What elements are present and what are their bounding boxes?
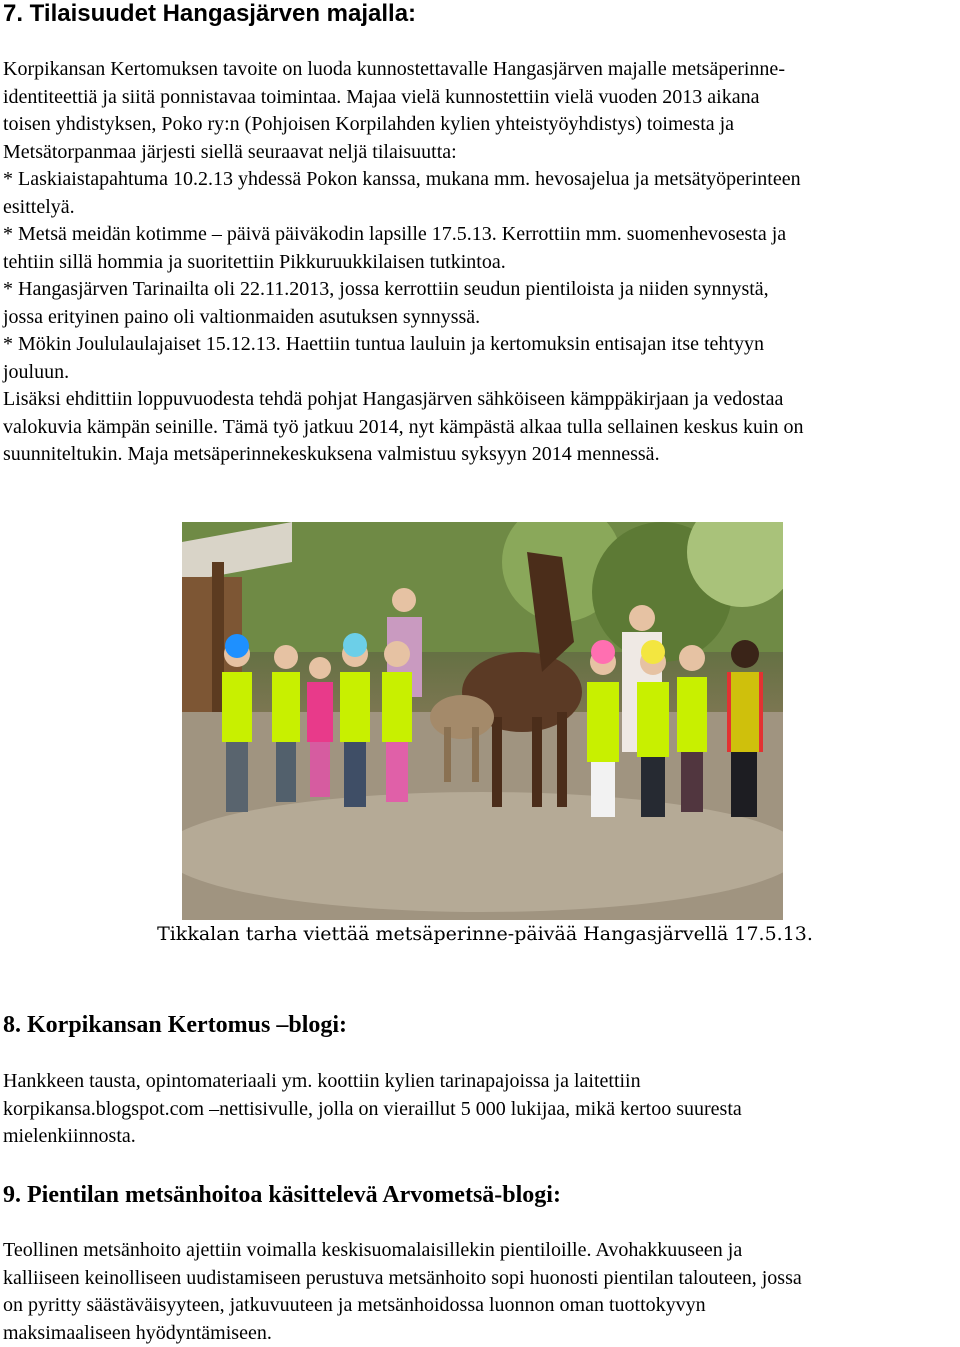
text-line: tehtiin sillä hommia ja suoritettiin Pikkuruukkilaisen tutkintoa. [3, 249, 957, 277]
text-line: korpikansa.blogspot.com –nettisivulle, jolla on vieraillut 5 000 lukijaa, mikä kertoo suuresta [3, 1096, 957, 1124]
text-line: suunniteltukin. Maja metsäperinnekeskuksena valmistuu syksyyn 2014 mennessä. [3, 441, 957, 469]
text-line: * Metsä meidän kotimme – päivä päiväkodin lapsille 17.5.13. Kerrottiin mm. suomenhevosesta ja [3, 221, 957, 249]
section-9-heading: 9. Pientilan metsänhoitoa käsittelevä Arvometsä-blogi: [3, 1180, 561, 1210]
text-line: jossa erityinen paino oli valtionmaiden asutuksen synnyssä. [3, 304, 957, 332]
text-line: * Hangasjärven Tarinailta oli 22.11.2013, jossa kerrottiin seudun pientiloista ja niiden synnystä, [3, 276, 957, 304]
photo-illustration [182, 522, 783, 920]
photo-pony [472, 727, 479, 782]
text-line: Metsätorpanmaa järjesti siellä seuraavat neljä tilaisuutta: [3, 139, 957, 167]
text-line: Hankkeen tausta, opintomateriaali ym. koottiin kylien tarinapajoissa ja laitettiin [3, 1068, 957, 1096]
photo-horse [532, 717, 542, 807]
photo-horse [492, 717, 502, 807]
photo-pony [444, 727, 451, 782]
text-line: Lisäksi ehdittiin loppuvuodesta tehdä pohjat Hangasjärven sähköiseen kämppäkirjaan ja vedostaa [3, 386, 957, 414]
photo-caption: Tikkalan tarha viettää metsäperinne-päivää Hangasjärvellä 17.5.13. [3, 921, 957, 947]
section-8-heading: 8. Korpikansan Kertomus –blogi: [3, 1010, 347, 1040]
text-line: * Mökin Joululaulajaiset 15.12.13. Haettiin tuntua lauluin ja kertomuksin entisajan itse tehtyyn [3, 331, 957, 359]
photo-horse [557, 712, 567, 807]
section-7-heading: 7. Tilaisuudet Hangasjärven majalla: [3, 0, 416, 28]
text-line: valokuvia kämpän seinille. Tämä työ jatkuu 2014, nyt kämpästä alkaa tulla sellainen keskus kuin on [3, 414, 957, 442]
text-line: maksimaaliseen hyödyntämiseen. [3, 1320, 957, 1347]
text-line: kalliiseen keinolliseen uudistamiseen perustuva metsänhoito sopi huonosti pientilan talouteen, jossa [3, 1265, 957, 1293]
text-line: on pyritty säästäväisyyteen, jatkuvuuteen ja metsänhoidossa luonnon oman tuottokyvyn [3, 1292, 957, 1320]
text-line: Korpikansan Kertomuksen tavoite on luoda kunnostettavalle Hangasjärven majalle metsäperinne- [3, 56, 957, 84]
section-8-body [3, 1068, 957, 1151]
text-line: Teollinen metsänhoito ajettiin voimalla keskisuomalaisillekin pientiloille. Avohakkuuseen ja [3, 1237, 957, 1265]
photo-pony [430, 695, 494, 739]
text-line: identiteettiä ja siitä ponnistavaa toimintaa. Majaa vielä kunnostettiin vielä vuoden 2013 aikana [3, 84, 957, 112]
event-photo [182, 522, 783, 920]
text-line: * Laskiaistapahtuma 10.2.13 yhdessä Pokon kanssa, mukana mm. hevosajelua ja metsätyöperinteen [3, 166, 957, 194]
photo-adult [629, 605, 655, 631]
text-line: jouluun. [3, 359, 957, 387]
section-9-body [3, 1237, 957, 1347]
text-line: mielenkiinnosta. [3, 1123, 957, 1151]
text-line: toisen yhdistyksen, Poko ry:n (Pohjoisen Korpilahden kylien yhteistyöyhdistys) toimesta ja [3, 111, 957, 139]
text-line: esittelyä. [3, 194, 957, 222]
photo-adult [392, 588, 416, 612]
section-7-body [3, 56, 957, 469]
